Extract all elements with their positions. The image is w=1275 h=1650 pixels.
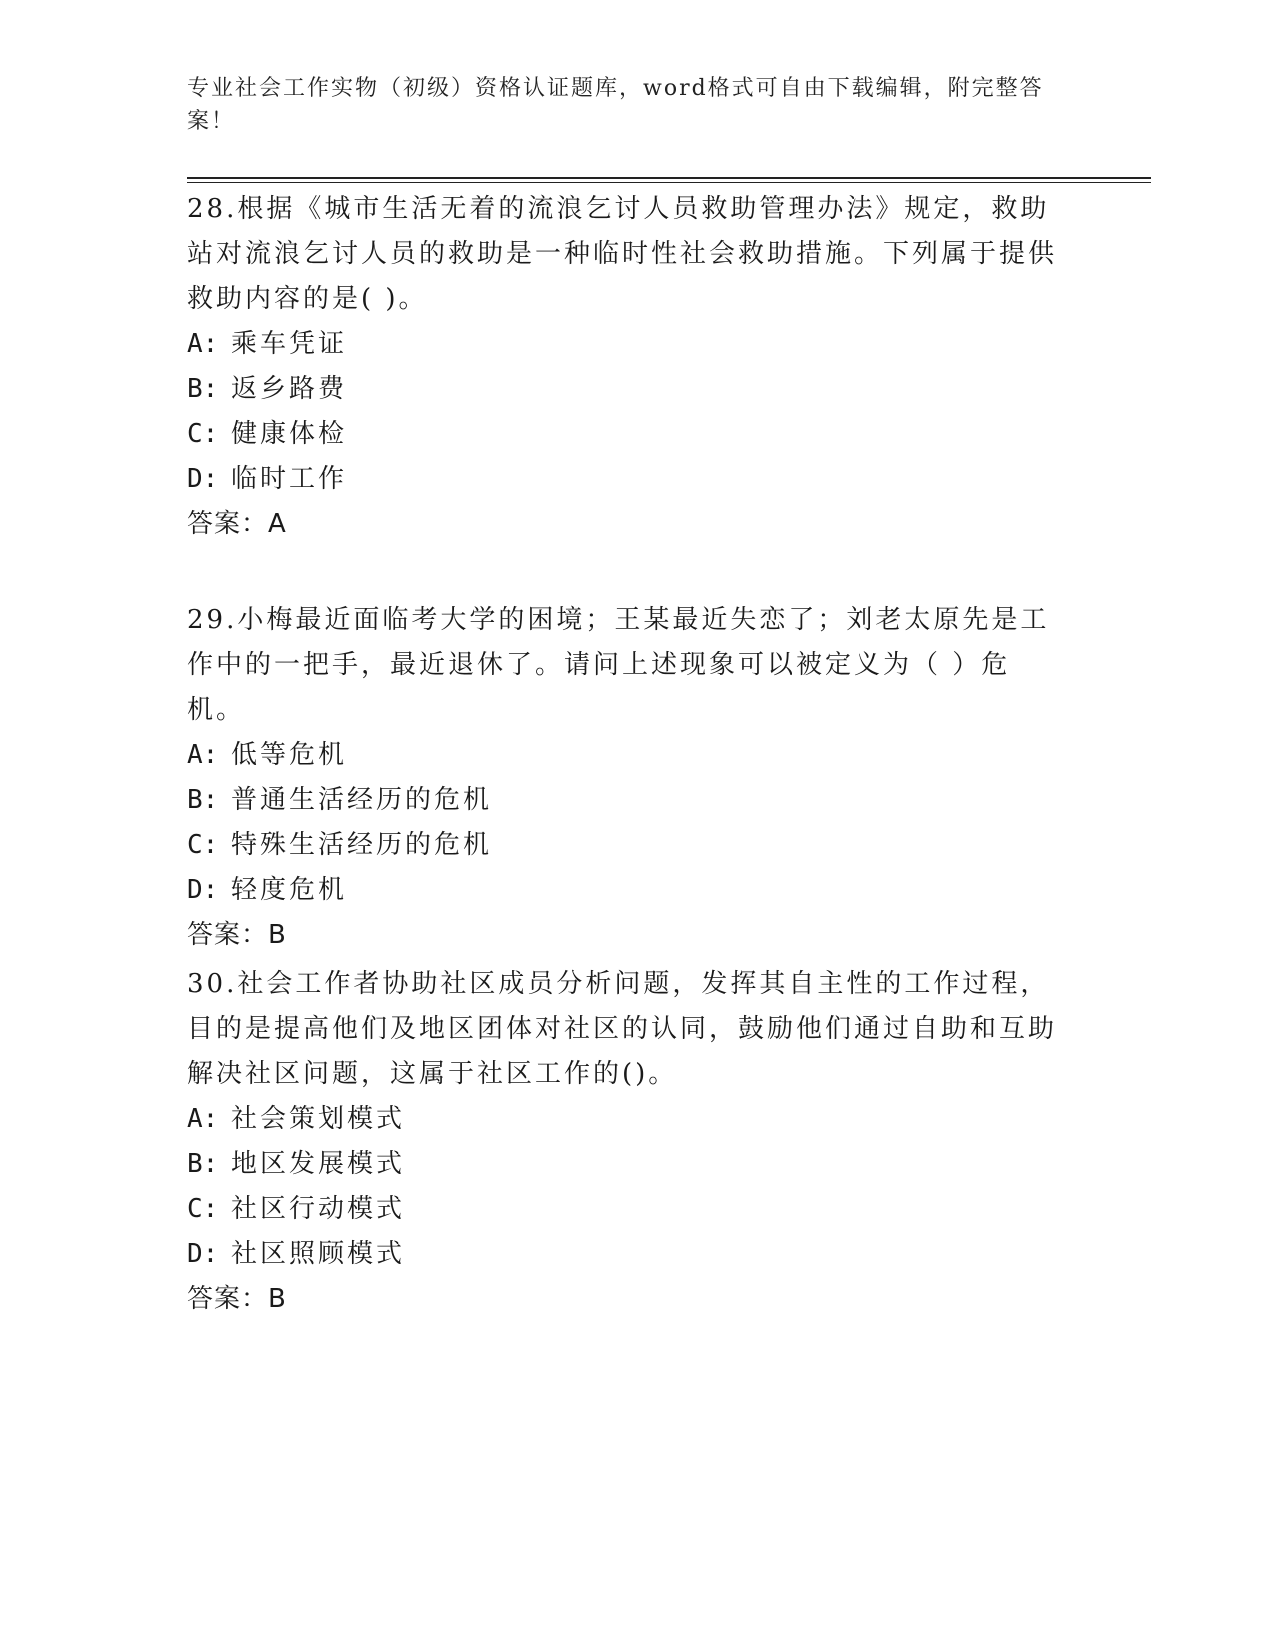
option-text: 普通生活经历的危机 <box>231 785 493 815</box>
question-stem: 28.根据《城市生活无着的流浪乞讨人员救助管理办法》规定，救助站对流浪乞讨人员的救助是一种临时性社会救助措施。下列属于提供救助内容的是( )。 <box>187 194 1058 314</box>
option-d <box>187 1232 1067 1277</box>
option-text: 返乡路费 <box>231 374 348 404</box>
answer-line: 答案：A <box>187 509 287 539</box>
header-divider-thick <box>187 177 1151 179</box>
option-letter: B: <box>187 1149 219 1179</box>
option-a <box>187 733 1067 778</box>
question-30 <box>187 962 1067 1322</box>
question-stem: 29.小梅最近面临考大学的困境；王某最近失恋了；刘老太原先是工作中的一把手，最近退休了。请问上述现象可以被定义为（ ）危机。 <box>187 605 1050 725</box>
option-letter: D: <box>187 875 219 905</box>
option-c <box>187 1187 1067 1232</box>
option-letter: D: <box>187 464 219 494</box>
option-b <box>187 1142 1067 1187</box>
option-text: 社区行动模式 <box>231 1194 406 1224</box>
answer-line: 答案：B <box>187 920 287 950</box>
option-text: 社会策划模式 <box>231 1104 406 1134</box>
option-letter: B: <box>187 785 219 815</box>
option-letter: C: <box>187 419 219 449</box>
option-d <box>187 868 1067 913</box>
option-c <box>187 823 1067 868</box>
header-divider-thin <box>187 182 1151 183</box>
option-text: 轻度危机 <box>231 875 348 905</box>
option-letter: D: <box>187 1239 219 1269</box>
option-text: 特殊生活经历的危机 <box>231 830 493 860</box>
option-text: 健康体检 <box>231 419 348 449</box>
option-letter: A: <box>187 329 219 359</box>
option-b <box>187 367 1067 412</box>
option-letter: C: <box>187 830 219 860</box>
option-d <box>187 457 1067 502</box>
option-b <box>187 778 1067 823</box>
header-note: 专业社会工作实物（初级）资格认证题库，word格式可自由下载编辑，附完整答案！ <box>187 76 1044 134</box>
option-text: 社区照顾模式 <box>231 1239 406 1269</box>
option-letter: C: <box>187 1194 219 1224</box>
question-28 <box>187 187 1067 547</box>
option-text: 临时工作 <box>231 464 348 494</box>
option-a <box>187 322 1067 367</box>
option-letter: B: <box>187 374 219 404</box>
question-stem: 30.社会工作者协助社区成员分析问题，发挥其自主性的工作过程，目的是提高他们及地区团体对社区的认同，鼓励他们通过自助和互助解决社区问题，这属于社区工作的()。 <box>187 969 1058 1089</box>
option-text: 低等危机 <box>231 740 348 770</box>
option-a <box>187 1097 1067 1142</box>
option-letter: A: <box>187 740 219 770</box>
option-text: 地区发展模式 <box>231 1149 406 1179</box>
question-29 <box>187 598 1067 958</box>
answer-line: 答案：B <box>187 1284 287 1314</box>
option-text: 乘车凭证 <box>231 329 348 359</box>
option-letter: A: <box>187 1104 219 1134</box>
option-c <box>187 412 1067 457</box>
